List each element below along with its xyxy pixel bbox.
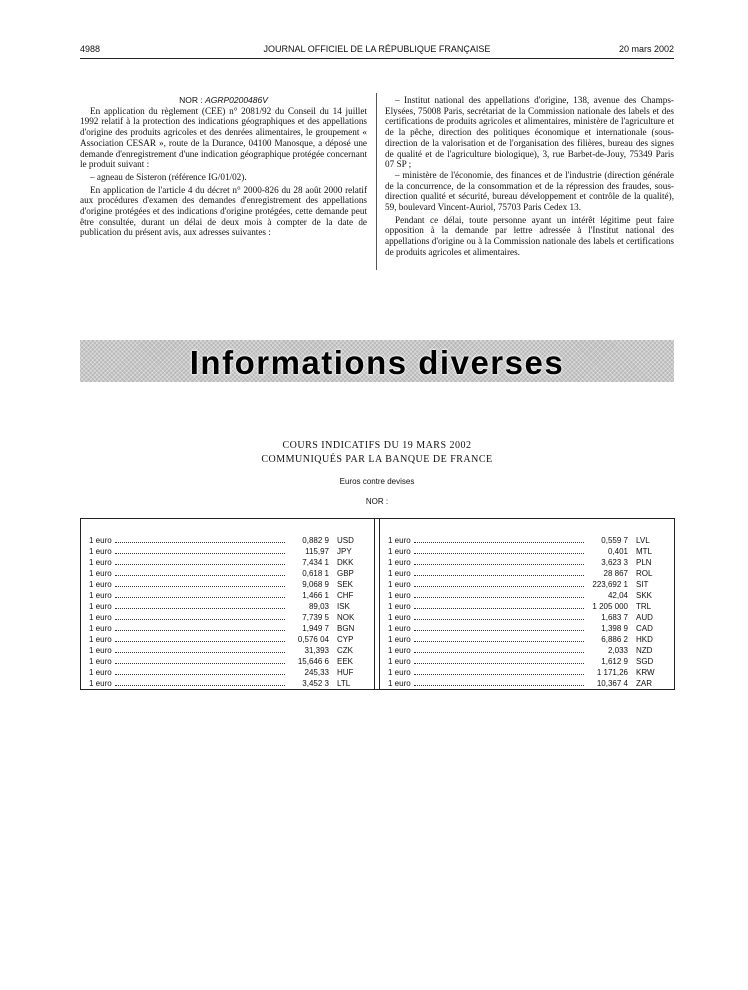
rate-row — [89, 568, 363, 579]
dot-leader — [115, 568, 285, 576]
rate-label: 1 euro — [388, 646, 411, 655]
rate-value: 0,576 04 — [297, 635, 329, 644]
dot-leader — [115, 590, 285, 598]
rate-value: 245,33 — [304, 668, 329, 677]
currency-code: HUF — [337, 668, 354, 677]
rate-row — [89, 634, 363, 645]
rate-row — [89, 656, 363, 667]
rate-value: 0,618 1 — [302, 569, 329, 578]
currency-code: HKD — [636, 635, 653, 644]
rate-row — [89, 590, 363, 601]
rate-value: 6,886 2 — [601, 635, 628, 644]
rate-label: 1 euro — [388, 536, 411, 545]
currency-code: KRW — [636, 668, 655, 677]
rate-label: 1 euro — [89, 591, 112, 600]
currency-code: MTL — [636, 547, 652, 556]
dot-leader — [414, 678, 584, 686]
currency-code: BGN — [337, 624, 355, 633]
rate-value: 1 205 000 — [592, 602, 628, 611]
section-banner — [80, 340, 674, 382]
rates-subtitle: Euros contre devises — [339, 477, 415, 486]
rate-value: 3,623 3 — [601, 558, 628, 567]
rates-nor: NOR : — [365, 497, 389, 506]
dot-leader — [414, 601, 584, 609]
rate-label: 1 euro — [89, 657, 112, 666]
rate-row — [89, 612, 363, 623]
dot-leader — [115, 546, 285, 554]
rate-value: 9,068 9 — [302, 580, 329, 589]
rate-label: 1 euro — [89, 635, 112, 644]
dot-leader — [115, 678, 285, 686]
article-paragraph: – agneau de Sisteron (référence IG/01/02). — [90, 171, 247, 182]
rate-value: 28 867 — [603, 569, 628, 578]
article-left-column — [80, 95, 367, 238]
rate-label: 1 euro — [89, 624, 112, 633]
currency-code: LTL — [337, 679, 351, 688]
rate-value: 1,949 7 — [302, 624, 329, 633]
dot-leader — [414, 667, 584, 675]
rate-row — [388, 568, 662, 579]
rate-row — [89, 557, 363, 568]
currency-code: TRL — [636, 602, 652, 611]
rate-label: 1 euro — [388, 569, 411, 578]
rate-row — [89, 678, 363, 689]
rate-label: 1 euro — [388, 591, 411, 600]
rate-value: 15,646 6 — [297, 657, 329, 666]
currency-code: GBP — [337, 569, 354, 578]
currency-code: LVL — [636, 536, 650, 545]
rate-label: 1 euro — [89, 602, 112, 611]
rate-value: 1,398 9 — [601, 624, 628, 633]
nor-label: NOR : — [179, 95, 203, 105]
dot-leader — [414, 557, 584, 565]
rate-row — [388, 546, 662, 557]
dot-leader — [115, 601, 285, 609]
currency-code: PLN — [636, 558, 652, 567]
currency-code: SKK — [636, 591, 653, 600]
article-paragraph: – Institut national des appellations d'origine, 138, avenue des Champs-Elysées, 75008 Paris, secrétariat de la Commission nationale des labels et des certifications de produits agricoles et alimentaires, ministère de l'agriculture et de la pêche, direction des politiques économique et internationale (sous-direction de la valorisation et de l'organisation des filières, bureau des signes de qualité et de l'agriculture biologique), 3, rue Barbet-de-Jouy, 75349 Paris 07 SP ; — [385, 95, 674, 170]
dot-leader — [115, 612, 285, 620]
column-divider — [376, 93, 377, 270]
rate-row — [388, 623, 662, 634]
currency-code: SIT — [636, 580, 649, 589]
article-paragraph: – ministère de l'économie, des finances et de l'industrie (direction générale de la concurrence, de la consommation et de la répression des fraudes, sous-direction qualité et sécurité, bureau développement et contrôle de la qualité), 59, boulevard Vincent-Auriol, 75703 Paris Cedex 13. — [385, 169, 674, 213]
rate-row — [388, 656, 662, 667]
rate-value: 223,692 1 — [592, 580, 628, 589]
currency-code: CZK — [337, 646, 353, 655]
currency-code: DKK — [337, 558, 354, 567]
rates-right-column — [388, 535, 662, 689]
section-title: Informations diverses — [189, 344, 565, 381]
rate-label: 1 euro — [89, 547, 112, 556]
rate-value: 1,683 7 — [601, 613, 628, 622]
rate-row — [388, 678, 662, 689]
currency-code: SGD — [636, 657, 654, 666]
currency-code: CAD — [636, 624, 653, 633]
nor-code: AGRP0200486V — [205, 95, 268, 105]
rate-label: 1 euro — [388, 558, 411, 567]
rate-value: 0,401 — [607, 547, 628, 556]
dot-leader — [414, 590, 584, 598]
currency-code: SEK — [337, 580, 354, 589]
rate-value: 3,452 3 — [302, 679, 329, 688]
article-nor — [80, 95, 367, 106]
currency-code: EEK — [337, 657, 354, 666]
dot-leader — [115, 579, 285, 587]
rates-title-line1: COURS INDICATIFS DU 19 MARS 2002 — [282, 440, 472, 451]
rate-row — [89, 579, 363, 590]
rate-label: 1 euro — [89, 536, 112, 545]
currency-code: NOK — [337, 613, 355, 622]
rate-label: 1 euro — [89, 679, 112, 688]
rate-row — [388, 601, 662, 612]
rate-row — [388, 612, 662, 623]
dot-leader — [414, 645, 584, 653]
rate-label: 1 euro — [388, 635, 411, 644]
rate-row — [388, 667, 662, 678]
exchange-rates-table — [80, 518, 675, 690]
article-paragraph: En application du règlement (CEE) n° 2081/92 du Conseil du 14 juillet 1992 relatif à la protection des indications géographiques et des appellations d'origine des produits agricoles et des denrées alimentaires, le groupement « Association CESAR », route de la Durance, 04100 Manosque, a déposé une demande d'enregistrement d'une indication géographique protégée concernant le produit suivant : — [80, 105, 367, 170]
currency-code: ROL — [636, 569, 653, 578]
dot-leader — [414, 634, 584, 642]
dot-leader — [115, 557, 285, 565]
rate-row — [89, 667, 363, 678]
dot-leader — [115, 634, 285, 642]
rate-label: 1 euro — [388, 602, 411, 611]
rate-label: 1 euro — [89, 668, 112, 677]
rate-row — [89, 645, 363, 656]
rate-value: 0,882 9 — [302, 536, 329, 545]
rate-label: 1 euro — [388, 679, 411, 688]
rate-value: 2,033 — [607, 646, 628, 655]
dot-leader — [115, 667, 285, 675]
rate-label: 1 euro — [89, 580, 112, 589]
journal-title: JOURNAL OFFICIEL DE LA RÉPUBLIQUE FRANÇAISE — [263, 44, 491, 54]
rate-value: 115,97 — [305, 547, 329, 556]
rate-value: 1 171,26 — [596, 668, 628, 677]
rate-row — [388, 645, 662, 656]
rates-left-column — [89, 535, 363, 689]
rate-label: 1 euro — [388, 547, 411, 556]
dot-leader — [414, 568, 584, 576]
rate-value: 42,04 — [607, 591, 628, 600]
dot-leader — [414, 546, 584, 554]
rate-value: 1,466 1 — [302, 591, 329, 600]
dot-leader — [414, 579, 584, 587]
currency-code: NZD — [636, 646, 653, 655]
dot-leader — [414, 612, 584, 620]
issue-date: 20 mars 2002 — [618, 44, 674, 54]
dot-leader — [414, 535, 584, 543]
page-header — [80, 44, 674, 59]
article-paragraph: En application de l'article 4 du décret n° 2000-826 du 28 août 2000 relatif aux procédures d'examen des demandes d'enregistrement des appellations d'origine protégées et des indications d'origine protégées, cette demande peut être consultée, durant un délai de deux mois à compter de la date de publication du présent avis, aux adresses suivantes : — [80, 184, 367, 238]
rate-label: 1 euro — [89, 569, 112, 578]
rate-label: 1 euro — [388, 624, 411, 633]
currency-code: ZAR — [636, 679, 652, 688]
rate-label: 1 euro — [388, 657, 411, 666]
rate-value: 89,03 — [308, 602, 329, 611]
currency-code: AUD — [636, 613, 653, 622]
rate-value: 7,434 1 — [302, 558, 329, 567]
rates-title-line2: COMMUNIQUÉS PAR LA BANQUE DE FRANCE — [261, 454, 493, 465]
rate-row — [388, 535, 662, 546]
rate-label: 1 euro — [388, 613, 411, 622]
rate-row — [388, 634, 662, 645]
rate-label: 1 euro — [388, 580, 411, 589]
currency-code: CYP — [337, 635, 354, 644]
table-center-divider — [374, 519, 380, 689]
dot-leader — [115, 656, 285, 664]
dot-leader — [414, 656, 584, 664]
rate-row — [89, 535, 363, 546]
currency-code: JPY — [337, 547, 352, 556]
rate-label: 1 euro — [89, 558, 112, 567]
dot-leader — [115, 623, 285, 631]
dot-leader — [414, 623, 584, 631]
currency-code: USD — [337, 536, 354, 545]
rate-label: 1 euro — [89, 613, 112, 622]
rate-value: 10,367 4 — [596, 679, 628, 688]
currency-code: CHF — [337, 591, 354, 600]
rate-value: 1,612 9 — [601, 657, 628, 666]
rate-row — [89, 601, 363, 612]
article-paragraph: Pendant ce délai, toute personne ayant un intérêt légitime peut faire opposition à la demande par lettre adressée à l'Institut national des appellations d'origine ou à la Commission nationale des labels et certifications de produits agricoles et alimentaires. — [385, 214, 674, 257]
page-number: 4988 — [80, 44, 101, 54]
rate-value: 31,393 — [304, 646, 329, 655]
rate-label: 1 euro — [388, 668, 411, 677]
article-right-column — [385, 95, 674, 258]
rate-value: 7,739 5 — [302, 613, 329, 622]
rate-row — [89, 546, 363, 557]
rate-row — [388, 579, 662, 590]
rate-value: 0,559 7 — [601, 536, 628, 545]
rate-label: 1 euro — [89, 646, 112, 655]
currency-code: ISK — [337, 602, 350, 611]
dot-leader — [115, 645, 285, 653]
dot-leader — [115, 535, 285, 543]
rate-row — [388, 590, 662, 601]
rate-row — [89, 623, 363, 634]
rate-row — [388, 557, 662, 568]
